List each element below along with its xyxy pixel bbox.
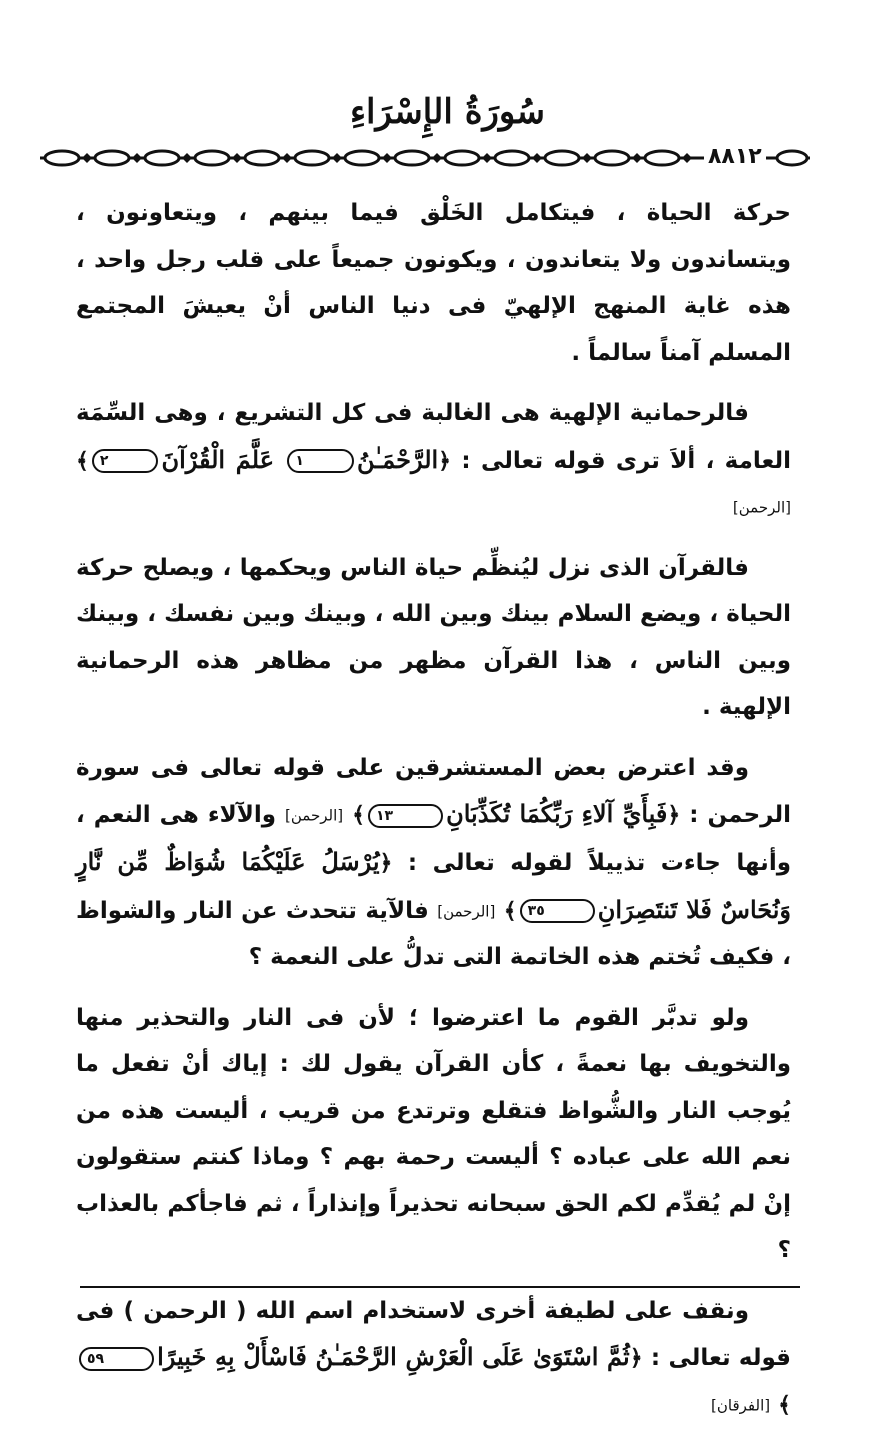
ornament-diamond	[232, 153, 242, 163]
ornament-oval	[95, 151, 129, 165]
ayah-open-bracket: ﴿	[438, 447, 452, 474]
footer-rule	[80, 1286, 800, 1288]
ornament-diamond	[82, 153, 92, 163]
ayah-open-bracket: ﴿	[379, 850, 393, 876]
paragraph-6	[76, 1288, 791, 1429]
ayah-text: عَلَّمَ الْقُرْآنَ	[161, 444, 275, 474]
ornament-diamond	[482, 153, 492, 163]
ayah-close-bracket: ﴾	[503, 897, 517, 924]
commentary-text	[76, 190, 791, 1443]
ayah-close-bracket: ﴾	[76, 447, 89, 474]
ornament-oval	[445, 151, 479, 165]
surah-title: سُورَةُ الإِسْرَاءِ	[350, 92, 545, 132]
verse-number-badge: ٥٩	[79, 1347, 154, 1371]
paragraph-6-text: ونقف على لطيفة أخرى لاستخدام اسم الله ( الرحمن ) فى قوله تعالى :	[76, 1297, 791, 1372]
ornament-diamond	[532, 153, 542, 163]
ayah-close-bracket: ﴾	[778, 1391, 791, 1418]
verse-number-badge: ١	[287, 449, 354, 473]
ornament-diamond	[582, 153, 592, 163]
ornament-oval	[395, 151, 429, 165]
ayah-text: يُرْسَلُ عَلَيْكُمَا شُوَاظٌ مِّن نَّارٍ وَنُحَاسٌ فَلا تَنتَصِرَانِ	[76, 847, 792, 924]
surah-reference: [الرحمن]	[285, 806, 344, 825]
ornament-oval	[295, 151, 329, 165]
ayah-text: الرَّحْمَـٰنُ	[356, 444, 439, 474]
paragraph-1: حركة الحياة ، فيتكامل الخَلْق فيما بينهم ، ويتعاونون ، ويتساندون ولا يتعاندون ، ويكونون جميعاً على قلب رجل واحد ، هذه غاية المنهج الإلهيّ فى دنيا الناس أنْ يعيشَ المجتمع المسلم آمناً سالماً .	[76, 200, 791, 366]
ornament-diamond	[382, 153, 392, 163]
ornamental-header-rule	[40, 146, 810, 170]
ornament-oval	[645, 151, 679, 165]
paragraph-2	[76, 390, 791, 531]
ornament-diamond	[282, 153, 292, 163]
verse-number-badge: ١٣	[368, 804, 443, 828]
ornament-oval	[145, 151, 179, 165]
ornament-oval	[345, 151, 379, 165]
ornament-oval	[595, 151, 629, 165]
ornament-diamond	[632, 153, 642, 163]
ornament-oval	[777, 151, 807, 165]
ornament-oval	[195, 151, 229, 165]
ornament-oval	[45, 151, 79, 165]
ornament-oval	[545, 151, 579, 165]
paragraph-5: ولو تدبَّر القوم ما اعترضوا ؛ لأن فى النار والتحذير منها والتخويف بها نعمةً ، كأن القرآن يقول لك : إياك أنْ تفعل ما يُوجب النار والشُّواظ فتقلع وترتدع من قريب ، أليست هذه من نعم الله على عباده ؟ أليست رحمة بهم ؟ وماذا كنتم ستقولون إنْ لم يُقدِّم لكم الحق سبحانه تحذيراً وإنذاراً ، ثم فاجأكم بالعذاب ؟	[76, 1004, 791, 1264]
paragraph-2-text: فالرحمانية الإلهية هى الغالبة فى كل التشريع ، وهى السِّمَة العامة ، ألاَ ترى قوله تعالى :	[76, 400, 792, 474]
verse-number-badge: ٣٥	[520, 899, 595, 923]
ayah-close-bracket: ﴾	[352, 802, 365, 829]
ayah-text: ثُمَّ اسْتَوَىٰ عَلَى الْعَرْشِ الرَّحْمَـٰنُ فَاسْأَلْ بِهِ خَبِيرًا	[157, 1342, 630, 1372]
ayah-open-bracket: ﴿	[629, 1345, 643, 1372]
surah-reference: [الرحمن]	[437, 901, 496, 920]
paragraph-4-text-b: والآلاء هى النعم ، وأنها جاءت تذييلاً لقوله تعالى :	[76, 802, 791, 876]
ornament-oval	[495, 151, 529, 165]
verse-number-badge: ٢	[92, 449, 159, 473]
ornament-diamond	[332, 153, 342, 163]
paragraph-3: فالقرآن الذى نزل ليُنظِّم حياة الناس ويحكمها ، ويصلح حركة الحياة ، ويضع السلام بينك وبين الله ، وبينك وبين نفسك ، وبينك وبين الناس ، هذا القرآن مظهر من مظاهر هذه الرحمانية الإلهية .	[76, 554, 791, 721]
paragraph-4-text-a: وقد اعترض بعض المستشرقين على قوله تعالى فى سورة الرحمن :	[76, 754, 791, 829]
paragraph-4-text-c: فالآية تتحدث عن النار والشواظ ، فكيف تُختم هذه الخاتمة التى تدلُّ على النعمة ؟	[76, 897, 791, 971]
ornament-diamond	[432, 153, 442, 163]
ayah-text: فَبِأَيِّ آلاءِ رَبِّكُمَا تُكَذِّبَانِ	[446, 799, 668, 829]
page-number: ٨٨١٢	[704, 142, 766, 172]
ornament-oval	[245, 151, 279, 165]
ornament-diamond	[182, 153, 192, 163]
ayah-open-bracket: ﴿	[667, 802, 681, 829]
ornament-diamond	[132, 153, 142, 163]
surah-reference: [الفرقان]	[711, 1396, 771, 1414]
surah-reference: [الرحمن]	[732, 498, 791, 517]
paragraph-4	[76, 745, 791, 981]
ornament-diamond	[682, 153, 692, 163]
